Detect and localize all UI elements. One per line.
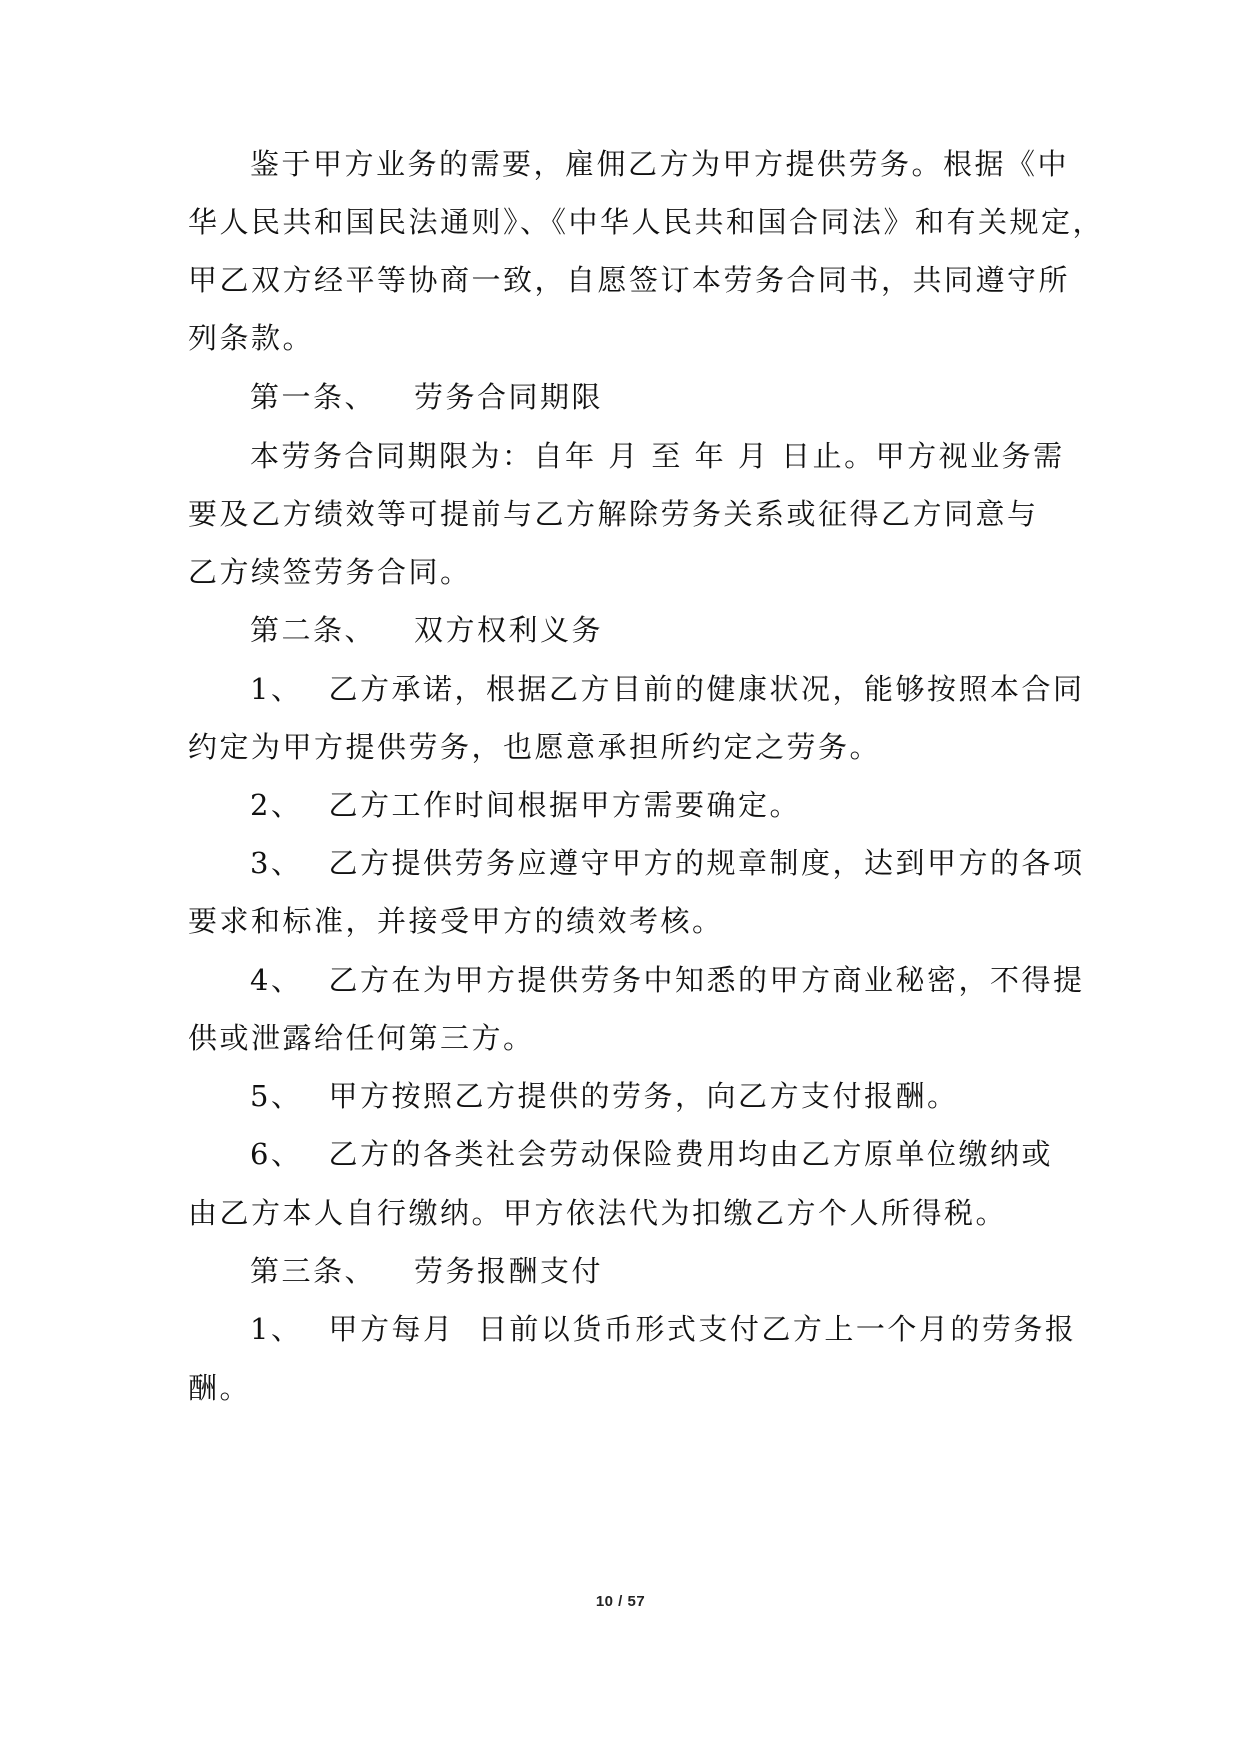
list-item [250,1134,1053,1174]
article-number: 第一条、 [250,380,377,414]
list-item-continuation: 约定为甲方提供劳务，也愿意承担所约定之劳务。 [188,730,882,764]
list-item [250,1309,1076,1349]
list-item [250,960,1084,1000]
list-item-continuation: 酬。 [188,1371,252,1405]
paragraph-line: 本劳务合同期限为：自年 月 至 年 月 日止。甲方视业务需 [250,439,1065,473]
item-number: 1、 [250,1312,303,1346]
item-text: 乙方的各类社会劳动保险费用均由乙方原单位缴纳或 [328,1137,1053,1171]
paragraph-line: 要及乙方绩效等可提前与乙方解除劳务关系或征得乙方同意与 [188,497,1039,531]
page-number: 10 / 57 [595,1593,646,1610]
list-item-continuation: 由乙方本人自行缴纳。甲方依法代为扣缴乙方个人所得税。 [188,1196,1008,1230]
list-item-continuation: 要求和标准，并接受甲方的绩效考核。 [188,904,724,938]
paragraph-line: 鉴于甲方业务的需要，雇佣乙方为甲方提供劳务。根据《中 [250,147,1070,181]
paragraph-line: 乙方续签劳务合同。 [188,555,472,589]
item-number: 4、 [250,963,303,997]
item-number: 2、 [250,788,303,822]
list-item [250,843,1084,883]
article-number: 第二条、 [250,613,377,647]
paragraph-line: 甲乙双方经平等协商一致，自愿签订本劳务合同书，共同遵守所 [188,263,1071,297]
article-number: 第三条、 [250,1254,377,1288]
item-text: 甲方按照乙方提供的劳务，向乙方支付报酬。 [328,1079,959,1113]
article-heading-1 [250,377,603,417]
paragraph-line: 华人民共和国民法通则》、《中华人民共和国合同法》和有关规定， [188,205,1105,239]
item-number: 6、 [250,1137,303,1171]
list-item [250,785,801,825]
article-title: 劳务合同期限 [414,380,604,414]
item-text: 甲方每月 日前以货币形式支付乙方上一个月的劳务报 [328,1312,1077,1346]
item-number: 3、 [250,846,303,880]
item-number: 5、 [250,1079,303,1113]
list-item [250,669,1084,709]
item-number: 1、 [250,672,303,706]
item-text: 乙方提供劳务应遵守甲方的规章制度，达到甲方的各项 [328,846,1085,880]
item-text: 乙方承诺，根据乙方目前的健康状况，能够按照本合同 [328,672,1085,706]
item-text: 乙方工作时间根据甲方需要确定。 [328,788,801,822]
list-item [250,1076,958,1116]
article-title: 双方权利义务 [414,613,604,647]
item-text: 乙方在为甲方提供劳务中知悉的甲方商业秘密，不得提 [328,963,1085,997]
paragraph-line: 列条款。 [188,321,315,355]
article-heading-2 [250,610,603,650]
list-item-continuation: 供或泄露给任何第三方。 [188,1021,535,1055]
article-title: 劳务报酬支付 [414,1254,604,1288]
article-heading-3 [250,1251,603,1291]
